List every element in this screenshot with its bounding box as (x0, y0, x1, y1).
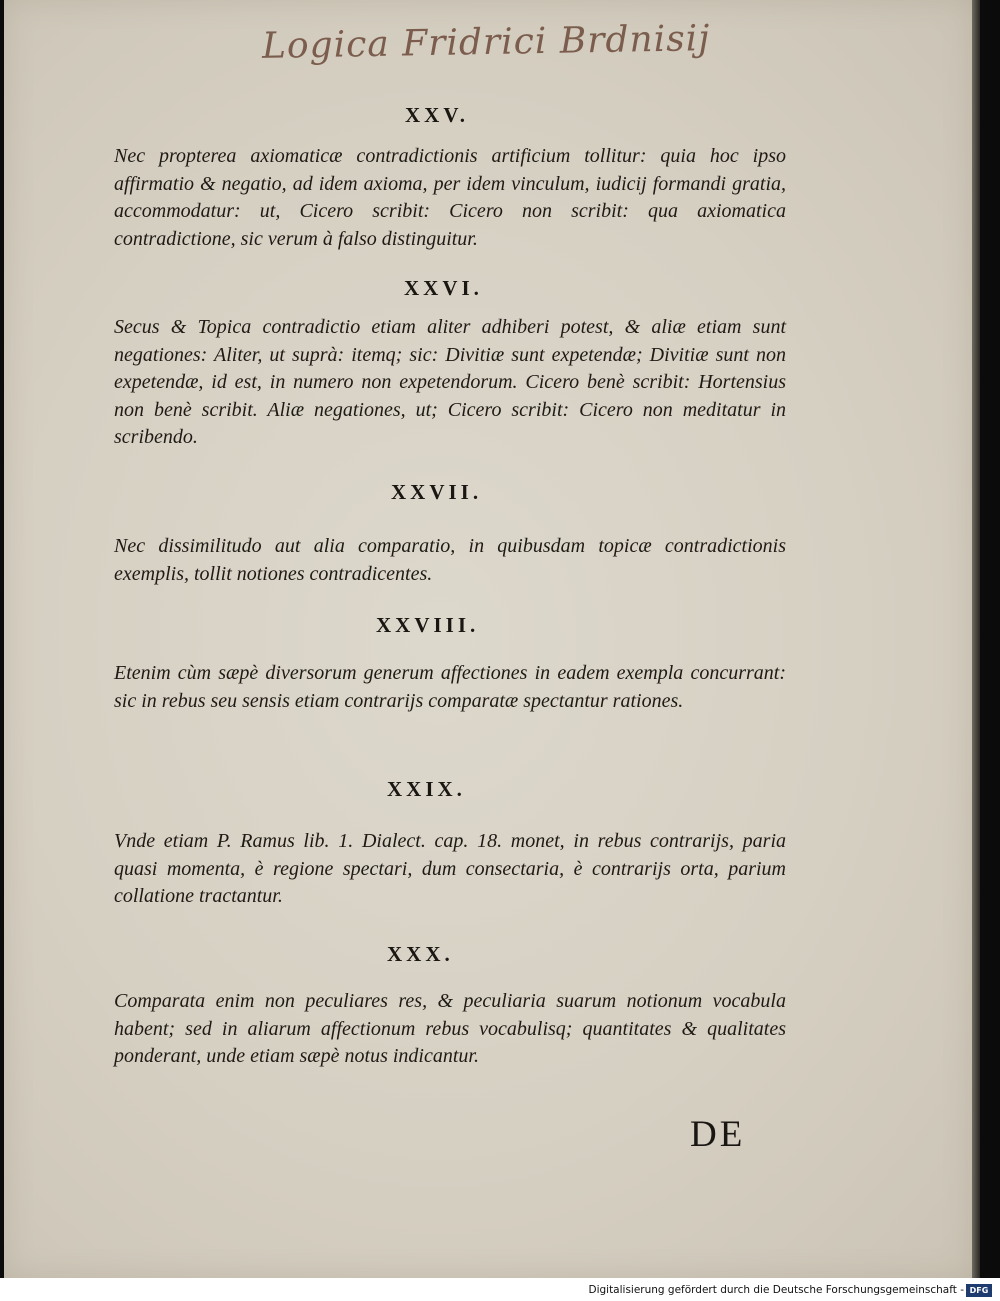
dfg-logo-icon: DFG (966, 1284, 992, 1297)
section-heading: XXVII. (391, 480, 483, 504)
section-heading: XXIX. (387, 777, 466, 801)
section-heading: XXVIII. (376, 613, 480, 637)
page-edge (972, 0, 980, 1278)
catchword: DE (690, 1114, 746, 1155)
section-paragraph: Etenim cùm sæpè diversorum generum affectiones in eadem exempla concurrant: sic in rebus seu sensis etiam contrarijs comparatæ spectantur rationes. (114, 662, 786, 712)
section-paragraph: Secus & Topica contradictio etiam aliter adhiberi potest, & aliæ etiam sunt negationes: Aliter, ut suprà: itemq; sic: Divitiæ sunt expetendæ; Divitiæ sunt non expetendæ, id est, in numero non expetendorum. Cicero benè scribit: Hortensius non benè scribit. Aliæ negationes, ut; Cicero scribit: Cicero non meditatur in scribendo. (114, 316, 786, 448)
section-heading: XXV. (405, 103, 470, 127)
book-page (4, 0, 972, 1278)
section-paragraph: Vnde etiam P. Ramus lib. 1. Dialect. cap. 18. monet, in rebus contrarijs, paria quasi momenta, è regione spectari, dum consectaria, è contrarijs orta, parium collatione tractantur. (114, 830, 786, 907)
handwritten-ownership-note: Logica Fridrici Brdnisij (261, 18, 711, 67)
section-heading: XXX. (387, 942, 454, 966)
funding-credit: Digitalisierung gefördert durch die Deutsche Forschungsgemeinschaft - (588, 1284, 964, 1296)
section-paragraph: Comparata enim non peculiares res, & peculiaria suarum notionum vocabula habent; sed in aliarum affectionum rebus vocabulisq; quantitates & qualitates ponderant, unde etiam sæpè notus indicantur. (114, 990, 786, 1067)
section-heading: XXVI. (404, 276, 483, 300)
section-paragraph: Nec dissimilitudo aut alia comparatio, in quibusdam topicæ contradictionis exemplis, tollit notiones contradicentes. (114, 535, 786, 585)
section-paragraph: Nec propterea axiomaticæ contradictionis artificium tollitur: quia hoc ipso affirmatio & negatio, ad idem axioma, per idem vinculum, iudicij formandi gratia, accommodatur: ut, Cicero scribit: Cicero non scribit: qua axiomatica contradictione, sic verum à falso distinguitur. (114, 145, 786, 250)
